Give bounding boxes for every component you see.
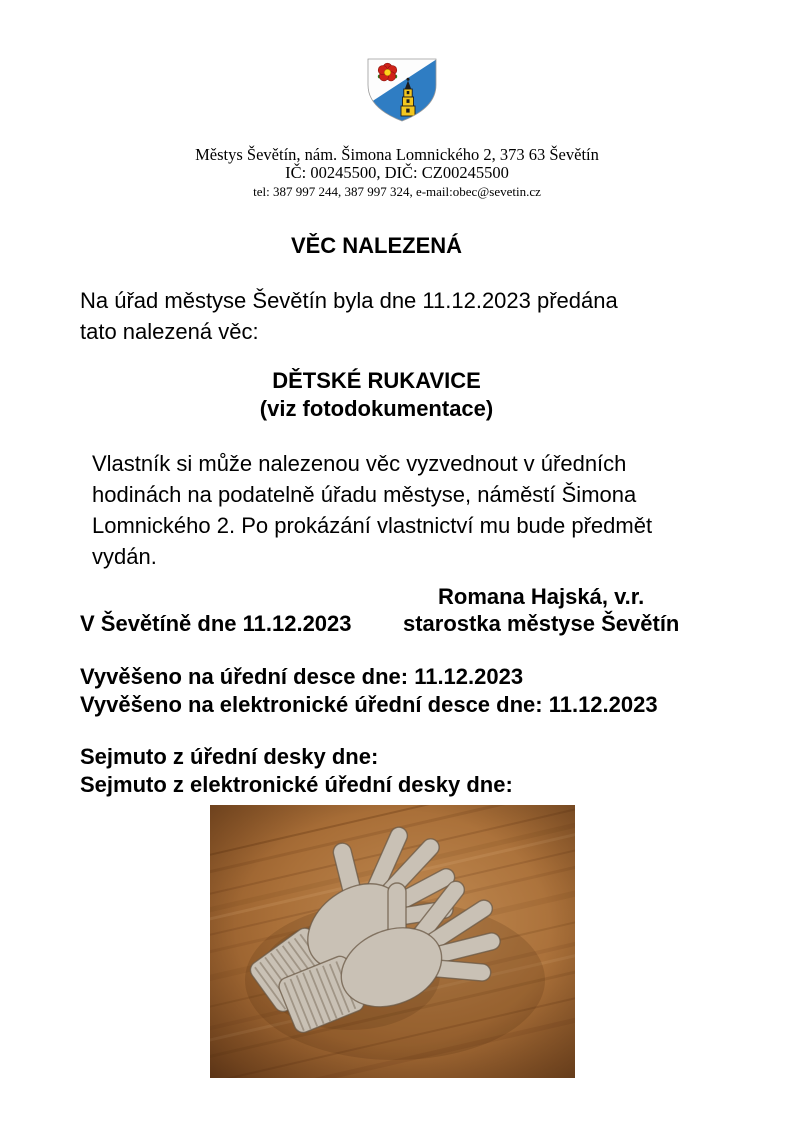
notice-intro <box>80 285 673 347</box>
pickup-line: Lomnického 2. Po prokázání vlastnictví mu bude předmět <box>92 513 653 538</box>
removed-from-board: Sejmuto z úřední desky dne: <box>80 744 379 769</box>
found-item-name: DĚTSKÉ RUKAVICE <box>272 368 481 393</box>
found-item <box>80 367 673 423</box>
posting-dates <box>80 663 673 719</box>
pickup-line: hodinách na podatelně úřadu městyse, náměstí Šimona <box>92 482 637 507</box>
removal-dates <box>80 743 673 799</box>
intro-line: tato nalezená věc: <box>80 319 259 344</box>
letterhead-address: Městys Ševětín, nám. Šimona Lomnického 2, 373 63 Ševětín <box>195 145 599 164</box>
pickup-line: Vlastník si může nalezenou věc vyzvednout v úředních <box>92 451 627 476</box>
coat-of-arms <box>364 57 440 123</box>
letterhead-ids: IČ: 00245500, DIČ: CZ00245500 <box>285 163 509 182</box>
posted-on-eboard: Vyvěšeno na elektronické úřední desce dne: 11.12.2023 <box>80 692 658 717</box>
pickup-instructions <box>92 448 652 572</box>
notice-title: VĚC NALEZENÁ <box>290 233 463 258</box>
coat-of-arms-icon <box>364 57 440 123</box>
intro-line: Na úřad městyse Ševětín byla dne 11.12.2023 předána <box>80 288 618 313</box>
signatory-name: Romana Hajská, v.r. <box>438 584 645 609</box>
gloves-photo-image <box>210 805 575 1078</box>
removed-from-eboard: Sejmuto z elektronické úřední desky dne: <box>80 772 513 797</box>
letterhead-contact: tel: 387 997 244, 387 997 324, e-mail:obec@sevetin.cz <box>253 184 541 199</box>
found-item-note: (viz fotodokumentace) <box>259 396 494 421</box>
posted-on-board: Vyvěšeno na úřední desce dne: 11.12.2023 <box>80 664 524 689</box>
rose-icon <box>378 63 397 81</box>
place-and-date: V Ševětíně dne 11.12.2023 <box>80 611 352 636</box>
gloves-photo <box>210 805 575 1078</box>
signatory-role: starostka městyse Ševětín <box>403 611 680 636</box>
pickup-line: vydán. <box>92 544 157 569</box>
